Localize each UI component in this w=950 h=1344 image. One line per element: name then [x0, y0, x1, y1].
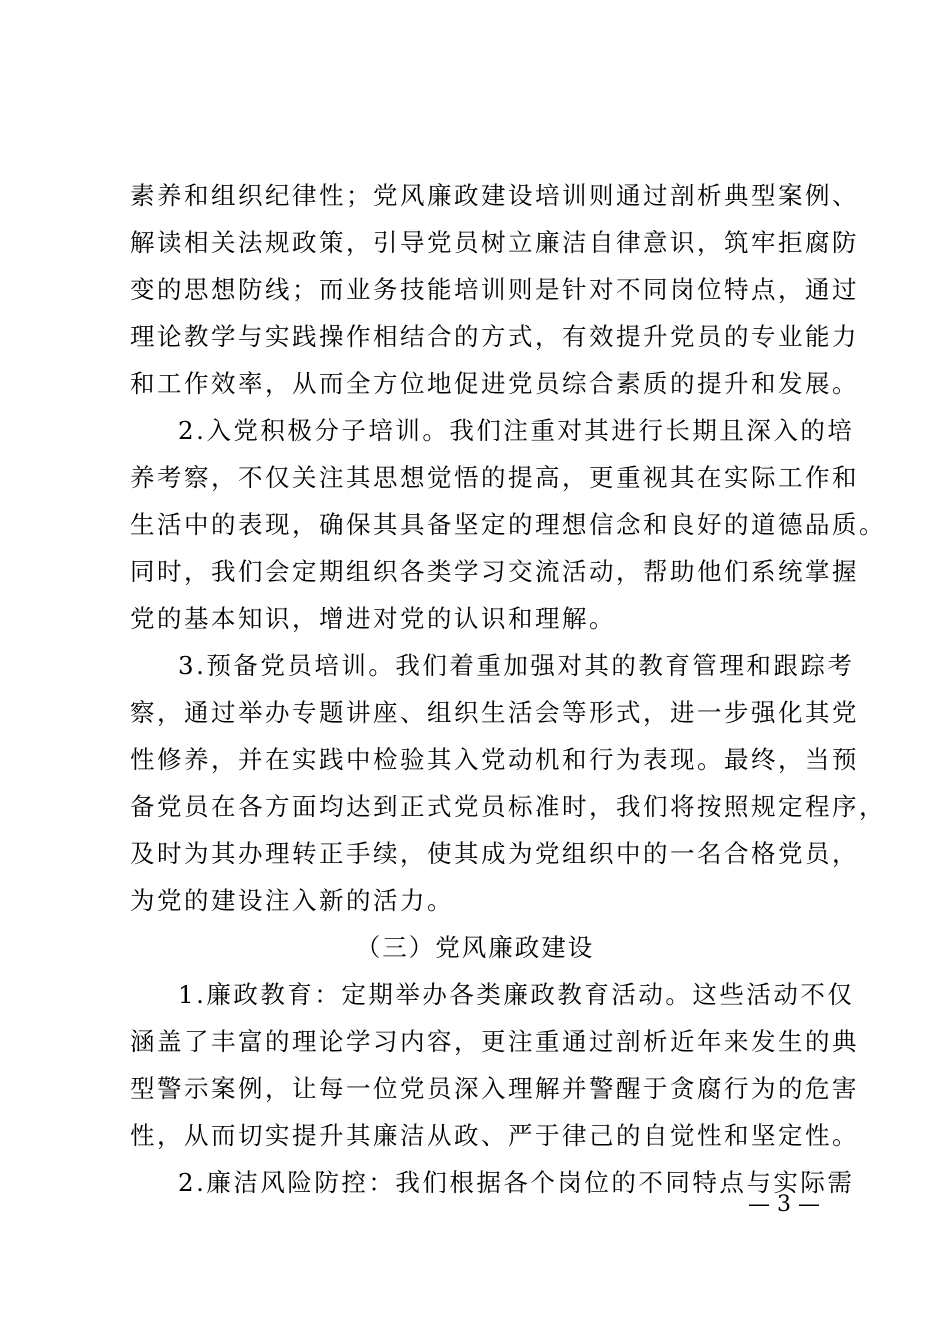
body-line-13: 性修养，并在实践中检验其入党动机和行为表现。最终，当预 — [130, 745, 859, 774]
body-line-20: 型警示案例，让每一位党员深入理解并警醒于贪腐行为的危害 — [130, 1074, 859, 1103]
page-number: — 3 — — [748, 1192, 820, 1217]
paragraph-start-line: 3.预备党员培训。我们着重加强对其的教育管理和跟踪考 — [178, 651, 855, 680]
body-line-2: 解读相关法规政策，引导党员树立廉洁自律意识，筑牢拒腐防 — [130, 228, 859, 257]
body-line-5: 和工作效率，从而全方位地促进党员综合素质的提升和发展。 — [130, 369, 859, 398]
body-line-21: 性，从而切实提升其廉洁从政、严于律己的自觉性和坚定性。 — [130, 1121, 859, 1150]
body-line-1: 素养和组织纪律性；党风廉政建设培训则通过剖析典型案例、 — [130, 181, 859, 210]
body-line-4: 理论教学与实践操作相结合的方式，有效提升党员的专业能力 — [130, 322, 859, 351]
paragraph-start-line: 2.廉洁风险防控：我们根据各个岗位的不同特点与实际需 — [178, 1168, 855, 1197]
body-line-9: 同时，我们会定期组织各类学习交流活动，帮助他们系统掌握 — [130, 557, 859, 586]
body-line-15: 及时为其办理转正手续，使其成为党组织中的一名合格党员， — [130, 839, 859, 868]
body-line-8: 生活中的表现，确保其具备坚定的理想信念和良好的道德品质。 — [130, 510, 886, 539]
body-line-14: 备党员在各方面均达到正式党员标准时，我们将按照规定程序， — [130, 792, 886, 821]
body-line-12: 察，通过举办专题讲座、组织生活会等形式，进一步强化其党 — [130, 698, 859, 727]
paragraph-start-line: 1.廉政教育：定期举办各类廉政教育活动。这些活动不仅 — [178, 980, 855, 1009]
body-line-3: 变的思想防线；而业务技能培训则是针对不同岗位特点，通过 — [130, 275, 859, 304]
paragraph-start-line: 2.入党积极分子培训。我们注重对其进行长期且深入的培 — [178, 416, 855, 445]
body-line-19: 涵盖了丰富的理论学习内容，更注重通过剖析近年来发生的典 — [130, 1027, 859, 1056]
body-line-10: 党的基本知识，增进对党的认识和理解。 — [130, 604, 616, 633]
section-heading: （三）党风廉政建设 — [355, 933, 595, 962]
body-line-16: 为党的建设注入新的活力。 — [130, 886, 454, 915]
body-line-7: 养考察，不仅关注其思想觉悟的提高，更重视其在实际工作和 — [130, 463, 859, 492]
